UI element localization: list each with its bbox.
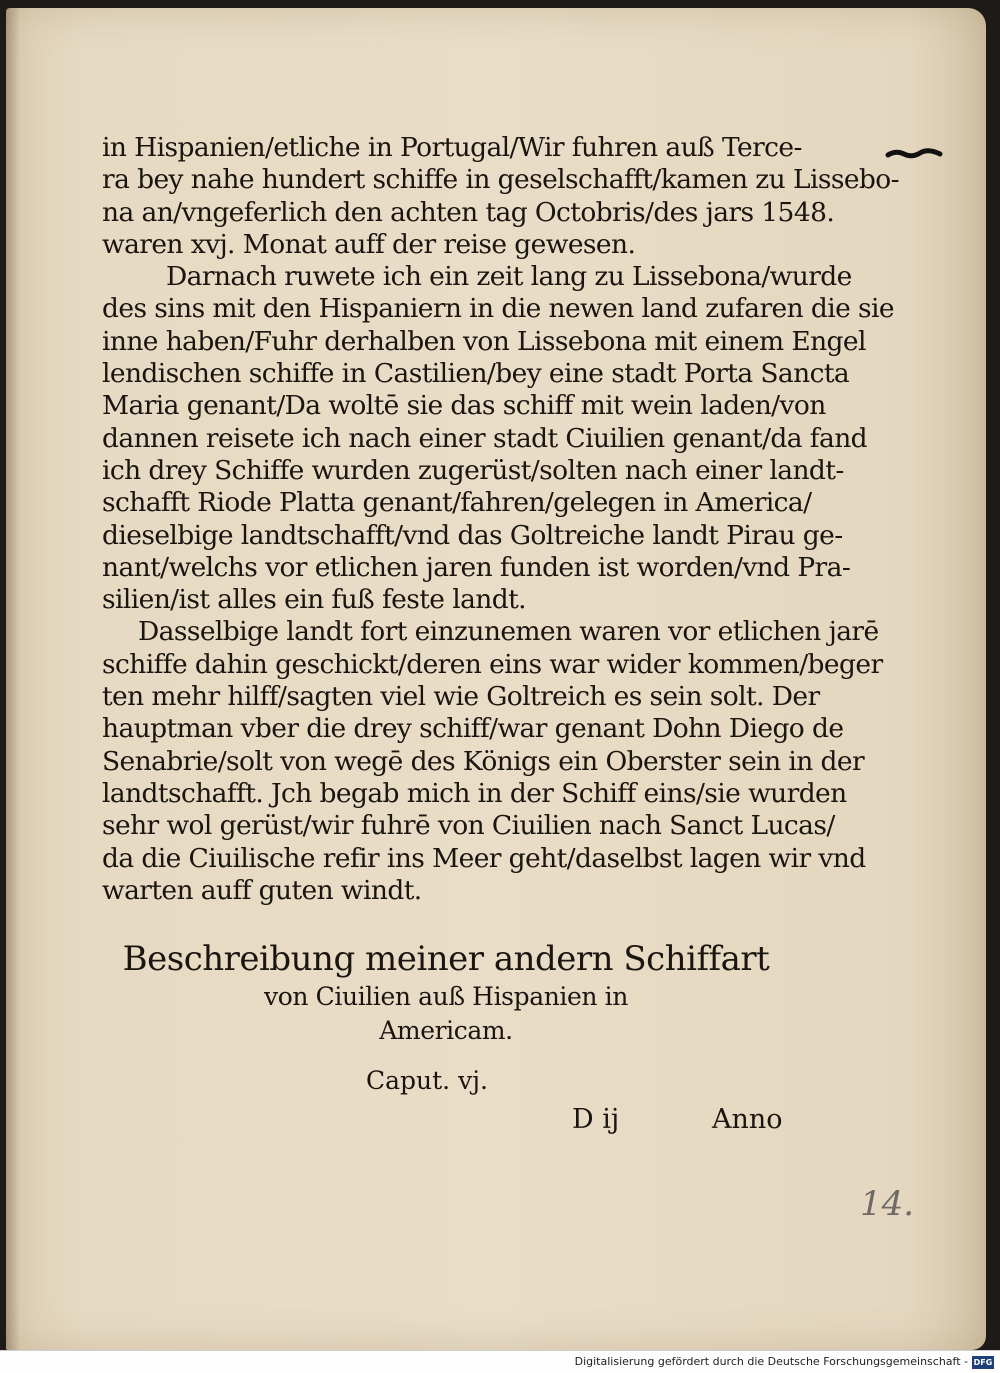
text-line: sehr wol gerüst/wir fuhrē von Ciuilien nach Sanct Lucas/ — [102, 810, 835, 842]
chapter-label: Caput. vj. — [366, 1066, 488, 1095]
text-line: da die Ciuilische refir ins Meer geht/daselbst lagen wir vnd — [102, 842, 866, 874]
text-line: des sins mit den Hispaniern in die newen land zufaren die sie — [102, 293, 895, 325]
text-line: landtschafft. Jch begab mich in der Schiff eins/sie wurden — [102, 777, 847, 809]
signature-mark: D ij — [572, 1104, 620, 1135]
text-line: schiffe dahin geschickt/deren eins war wider kommen/beger — [102, 648, 883, 680]
catchword: Anno — [712, 1104, 783, 1135]
heading-title: Beschreibung meiner andern Schiffart — [122, 939, 770, 979]
text-line: dieselbige landtschafft/vnd das Goltreiche landt Pirau ge- — [102, 519, 843, 551]
page-binding-shadow — [6, 8, 20, 1350]
text-line: Darnach ruwete ich ein zeit lang zu Lissebona/wurde — [166, 261, 852, 293]
funding-notice: Digitalisierung gefördert durch die Deutsche Forschungsgemeinschaft - — [574, 1355, 968, 1368]
text-line: dannen reisete ich nach einer stadt Ciuilien genant/da fand — [102, 422, 868, 454]
text-line: ra bey nahe hundert schiffe in geselschafft/kamen zu Lissebo- — [102, 164, 899, 196]
text-line: nant/welchs vor etlichen jaren funden ist worden/vnd Pra- — [102, 551, 851, 583]
heading-subtitle-end: Americam. — [379, 1016, 513, 1045]
dfg-logo-icon: DFG — [973, 1357, 993, 1367]
text-line: hauptman vber die drey schiff/war genant Dohn Diego de — [102, 713, 844, 745]
funding-footer — [0, 1350, 1000, 1373]
text-line: Senabrie/solt von wegē des Königs ein Oberster sein in der — [102, 745, 865, 777]
text-line: na an/vngeferlich den achten tag Octobris/des jars 1548. — [102, 196, 835, 228]
body-text — [102, 132, 899, 907]
text-line: lendischen schiffe in Castilien/bey eine stadt Porta Sancta — [102, 358, 850, 390]
text-line: silien/ist alles ein fuß feste landt. — [102, 584, 526, 616]
text-line: schafft Riode Platta genant/fahren/gelegen in America/ — [102, 487, 812, 519]
book-page — [6, 8, 986, 1350]
text-line: ich drey Schiffe wurden zugerüst/solten nach einer landt- — [102, 454, 844, 486]
text-line: waren xvj. Monat auff der reise gewesen. — [102, 228, 636, 260]
text-line: inne haben/Fuhr derhalben von Lissebona mit einem Engel — [102, 325, 866, 357]
ink-smudge-icon — [886, 148, 942, 160]
heading-subtitle: von Ciuilien auß Hispanien in — [264, 982, 628, 1011]
folio-number: 14. — [860, 1184, 915, 1224]
text-line: warten auff guten windt. — [102, 874, 422, 906]
text-line: in Hispanien/etliche in Portugal/Wir fuhren auß Terce- — [102, 132, 802, 163]
text-line: Maria genant/Da woltē sie das schiff mit wein laden/von — [102, 390, 826, 422]
text-line: ten mehr hilff/sagten viel wie Goltreich es sein solt. Der — [102, 681, 820, 713]
chapter-heading — [6, 938, 886, 1048]
text-line: Dasselbige landt fort einzunemen waren vor etlichen jarē — [138, 616, 879, 648]
